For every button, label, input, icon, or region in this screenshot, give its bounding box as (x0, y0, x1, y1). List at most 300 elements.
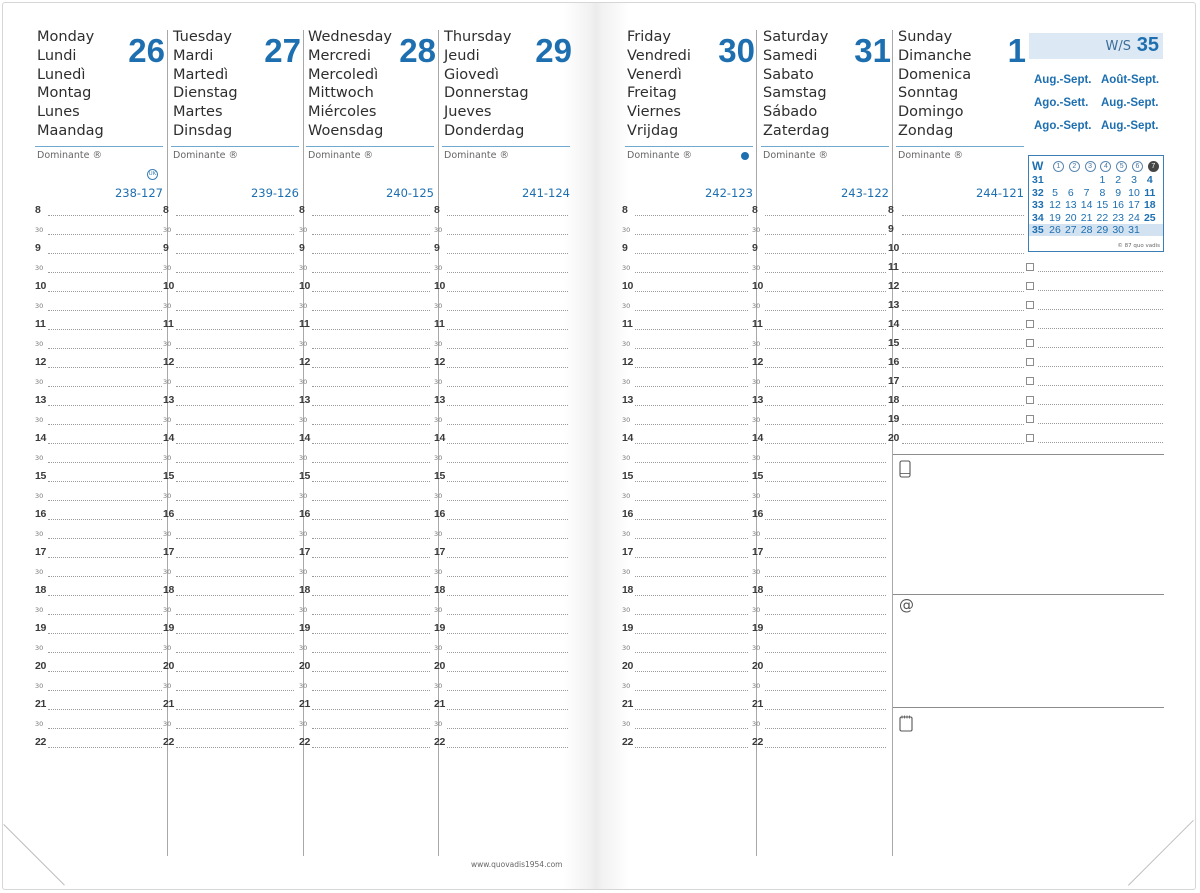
hour-slot[interactable] (752, 691, 886, 710)
hour-slot[interactable] (163, 691, 294, 710)
half-hour-slot[interactable] (35, 330, 162, 349)
half-hour-slot[interactable] (622, 444, 748, 463)
half-hour-slot[interactable] (299, 634, 430, 653)
task-line[interactable] (1038, 442, 1163, 443)
hour-slot[interactable] (163, 615, 294, 634)
half-hour-slot[interactable] (752, 330, 886, 349)
sunday-hour-slot[interactable] (888, 387, 1024, 406)
hour-slot[interactable] (299, 539, 430, 558)
hour-slot[interactable] (622, 615, 748, 634)
weekday-circle: 1 (1053, 161, 1064, 172)
half-hour-slot[interactable] (622, 710, 748, 729)
task-line[interactable] (1038, 290, 1163, 291)
hour-slot[interactable] (35, 577, 162, 596)
hour-slot[interactable] (35, 615, 162, 634)
half-hour-slot[interactable] (752, 558, 886, 577)
hour-slot[interactable] (35, 463, 162, 482)
mini-day[interactable]: 21 (1080, 211, 1093, 224)
day-number: 1 (1007, 32, 1026, 69)
mini-day[interactable]: 30 (1112, 224, 1125, 236)
hour-slot[interactable] (622, 653, 748, 672)
dominante-label: Dominante ® (444, 150, 509, 161)
task-line[interactable] (1038, 271, 1163, 272)
weekday-circle: 4 (1100, 161, 1111, 172)
mini-day[interactable]: 13 (1064, 199, 1077, 211)
mini-day[interactable]: 6 (1067, 186, 1074, 199)
hour-label: 17 (434, 546, 446, 558)
mini-day[interactable]: 27 (1064, 224, 1077, 236)
mini-day[interactable]: 24 (1128, 211, 1140, 224)
mini-day[interactable]: 2 (1115, 174, 1122, 186)
half-hour-slot[interactable] (622, 520, 748, 539)
mini-day[interactable]: 7 (1083, 186, 1090, 199)
half-hour-slot[interactable] (163, 596, 294, 615)
mini-week-number: 35 (1032, 224, 1044, 236)
half-hour-slot[interactable] (35, 596, 162, 615)
half-hour-slot[interactable] (622, 330, 748, 349)
half-hour-slot[interactable] (163, 482, 294, 501)
hour-slot[interactable] (622, 577, 748, 596)
half-hour-slot[interactable] (434, 368, 568, 387)
half-hour-slot[interactable] (299, 216, 430, 235)
hour-slot[interactable] (752, 349, 886, 368)
hour-label: 21 (163, 698, 175, 710)
hour-label: 12 (35, 356, 47, 368)
half-hour-slot[interactable] (299, 330, 430, 349)
task-checkbox[interactable] (1026, 282, 1034, 290)
hour-label: 12 (888, 280, 900, 292)
half-hour-slot[interactable] (622, 672, 748, 691)
hour-slot[interactable] (35, 425, 162, 444)
hour-label: 22 (752, 736, 764, 748)
half-hour-label: 30 (622, 226, 631, 234)
half-hour-slot[interactable] (163, 216, 294, 235)
half-hour-slot[interactable] (622, 216, 748, 235)
half-hour-slot[interactable] (163, 520, 294, 539)
half-hour-slot[interactable] (35, 482, 162, 501)
hour-slot[interactable] (163, 311, 294, 330)
hour-slot[interactable] (299, 691, 430, 710)
mini-day[interactable]: 28 (1080, 224, 1093, 236)
half-hour-slot[interactable] (35, 444, 162, 463)
half-hour-slot[interactable] (299, 558, 430, 577)
sunday-hour-slot[interactable] (888, 197, 1024, 216)
half-hour-label: 30 (35, 568, 44, 576)
hour-slot[interactable] (434, 349, 568, 368)
half-hour-slot[interactable] (299, 406, 430, 425)
mini-day[interactable]: 31 (1128, 224, 1140, 236)
hour-slot[interactable] (752, 197, 886, 216)
hour-slot[interactable] (434, 197, 568, 216)
hour-slot[interactable] (163, 273, 294, 292)
half-hour-slot[interactable] (434, 216, 568, 235)
hour-slot[interactable] (35, 197, 162, 216)
hour-slot[interactable] (752, 615, 886, 634)
half-hour-label: 30 (434, 416, 443, 424)
hour-slot[interactable] (163, 463, 294, 482)
half-hour-slot[interactable] (752, 710, 886, 729)
sunday-hour-slot[interactable] (888, 254, 1024, 273)
half-hour-slot[interactable] (35, 406, 162, 425)
hour-slot[interactable] (622, 235, 748, 254)
hour-slot[interactable] (163, 729, 294, 748)
task-line[interactable] (1038, 366, 1163, 367)
half-hour-slot[interactable] (752, 444, 886, 463)
hour-slot[interactable] (299, 615, 430, 634)
hour-slot[interactable] (434, 577, 568, 596)
hour-slot[interactable] (434, 463, 568, 482)
mini-day[interactable]: 16 (1112, 199, 1125, 211)
hour-slot[interactable] (434, 691, 568, 710)
half-hour-slot[interactable] (163, 406, 294, 425)
half-hour-slot[interactable] (622, 634, 748, 653)
half-hour-slot[interactable] (752, 482, 886, 501)
sunday-hour-slot[interactable] (888, 330, 1024, 349)
half-hour-slot[interactable] (35, 368, 162, 387)
hour-slot[interactable] (434, 539, 568, 558)
half-hour-slot[interactable] (434, 406, 568, 425)
hour-slot[interactable] (163, 387, 294, 406)
task-line[interactable] (1038, 385, 1163, 386)
half-hour-slot[interactable] (752, 672, 886, 691)
mini-day[interactable]: 8 (1099, 186, 1106, 199)
hour-slot[interactable] (752, 387, 886, 406)
hour-slot[interactable] (163, 501, 294, 520)
task-checkbox[interactable] (1026, 415, 1034, 423)
mini-day[interactable]: 29 (1096, 224, 1109, 236)
task-checkbox[interactable] (1026, 396, 1034, 404)
hour-slot[interactable] (35, 691, 162, 710)
sunday-hour-slot[interactable] (888, 349, 1024, 368)
hour-slot[interactable] (752, 501, 886, 520)
hour-slot[interactable] (299, 311, 430, 330)
half-hour-slot[interactable] (434, 254, 568, 273)
hour-slot[interactable] (434, 235, 568, 254)
hour-slot[interactable] (299, 729, 430, 748)
half-hour-slot[interactable] (299, 520, 430, 539)
half-hour-slot[interactable] (434, 444, 568, 463)
sunday-hour-slot[interactable] (888, 292, 1024, 311)
hour-slot[interactable] (299, 197, 430, 216)
half-hour-slot[interactable] (622, 368, 748, 387)
half-hour-slot[interactable] (163, 254, 294, 273)
mini-day[interactable]: 17 (1128, 199, 1140, 211)
hour-slot[interactable] (752, 653, 886, 672)
notepad-icon (899, 714, 913, 736)
half-hour-slot[interactable] (163, 444, 294, 463)
half-hour-slot[interactable] (752, 634, 886, 653)
day-names (308, 28, 392, 141)
hour-slot[interactable] (752, 463, 886, 482)
half-hour-slot[interactable] (752, 406, 886, 425)
sunday-hour-slot[interactable] (888, 216, 1024, 235)
half-hour-slot[interactable] (434, 330, 568, 349)
half-hour-slot[interactable] (35, 672, 162, 691)
mini-day[interactable]: 1 (1099, 174, 1106, 186)
dominante-rule (625, 146, 753, 147)
hour-slot[interactable] (35, 349, 162, 368)
hour-slot[interactable] (299, 387, 430, 406)
sunday-hour-slot[interactable] (888, 406, 1024, 425)
hour-slot[interactable] (299, 463, 430, 482)
half-hour-label: 30 (163, 416, 172, 424)
hour-slot[interactable] (622, 539, 748, 558)
hour-slot[interactable] (299, 349, 430, 368)
hour-slot[interactable] (434, 311, 568, 330)
hour-slot[interactable] (752, 425, 886, 444)
hour-slot[interactable] (163, 653, 294, 672)
mini-day[interactable]: 15 (1096, 199, 1109, 211)
dominante-rule (896, 146, 1024, 147)
task-checkbox[interactable] (1026, 358, 1034, 366)
half-hour-slot[interactable] (163, 368, 294, 387)
task-checkbox[interactable] (1026, 301, 1034, 309)
mini-day[interactable]: 23 (1112, 211, 1125, 224)
task-line[interactable] (1038, 404, 1163, 405)
mini-day[interactable]: 12 (1049, 199, 1061, 211)
half-hour-label: 30 (434, 720, 443, 728)
half-hour-slot[interactable] (35, 254, 162, 273)
half-hour-slot[interactable] (299, 254, 430, 273)
hour-label: 13 (888, 299, 900, 311)
half-hour-slot[interactable] (434, 596, 568, 615)
half-hour-label: 30 (622, 530, 631, 538)
half-hour-slot[interactable] (35, 292, 162, 311)
half-hour-slot[interactable] (434, 558, 568, 577)
mini-day[interactable]: 26 (1049, 224, 1061, 236)
hour-slot[interactable] (434, 653, 568, 672)
half-hour-slot[interactable] (434, 710, 568, 729)
task-checkbox[interactable] (1026, 434, 1034, 442)
half-hour-slot[interactable] (163, 558, 294, 577)
task-line[interactable] (1038, 309, 1163, 310)
hour-slot[interactable] (163, 425, 294, 444)
hour-slot[interactable] (299, 653, 430, 672)
hour-slot[interactable] (35, 539, 162, 558)
hour-slot[interactable] (163, 235, 294, 254)
day-name: Mercredi (308, 47, 371, 64)
notes-divider (893, 707, 1164, 708)
hour-slot[interactable] (299, 235, 430, 254)
half-hour-slot[interactable] (299, 672, 430, 691)
half-hour-label: 30 (299, 340, 308, 348)
half-hour-label: 30 (163, 302, 172, 310)
hour-slot[interactable] (163, 577, 294, 596)
day-names (444, 28, 529, 141)
hour-slot[interactable] (35, 311, 162, 330)
hour-slot[interactable] (434, 729, 568, 748)
hour-slot[interactable] (752, 235, 886, 254)
half-hour-slot[interactable] (35, 558, 162, 577)
half-hour-slot[interactable] (434, 292, 568, 311)
task-checkbox[interactable] (1026, 377, 1034, 385)
mini-day[interactable]: 10 (1128, 186, 1140, 199)
sunday-hour-slot[interactable] (888, 311, 1024, 330)
half-hour-label: 30 (752, 416, 761, 424)
half-hour-slot[interactable] (622, 558, 748, 577)
half-hour-label: 30 (163, 454, 172, 462)
mini-day[interactable]: 3 (1131, 174, 1137, 186)
half-hour-slot[interactable] (163, 634, 294, 653)
hour-label: 22 (622, 736, 634, 748)
month-range: Aug.-Sept. (1101, 120, 1159, 132)
half-hour-label: 30 (434, 492, 443, 500)
month-range: Aug.-Sept. (1034, 74, 1092, 86)
half-hour-label: 30 (434, 454, 443, 462)
mini-day[interactable]: 18 (1143, 199, 1156, 211)
hour-slot[interactable] (622, 501, 748, 520)
hour-slot[interactable] (299, 577, 430, 596)
half-hour-label: 30 (35, 378, 44, 386)
hour-slot[interactable] (35, 387, 162, 406)
half-hour-slot[interactable] (622, 406, 748, 425)
hour-slot[interactable] (752, 729, 886, 748)
hour-slot[interactable] (434, 425, 568, 444)
hour-slot[interactable] (35, 273, 162, 292)
half-hour-slot[interactable] (35, 216, 162, 235)
task-line[interactable] (1038, 328, 1163, 329)
mini-day[interactable]: 11 (1144, 186, 1156, 199)
hour-slot[interactable] (622, 349, 748, 368)
hour-slot[interactable] (299, 425, 430, 444)
half-hour-slot[interactable] (163, 710, 294, 729)
hour-slot[interactable] (752, 311, 886, 330)
hour-label: 15 (622, 470, 634, 482)
half-hour-slot[interactable] (622, 254, 748, 273)
half-hour-label: 30 (434, 264, 443, 272)
hour-label: 14 (35, 432, 47, 444)
hour-label: 19 (622, 622, 634, 634)
half-hour-slot[interactable] (163, 330, 294, 349)
day-name: Jueves (444, 104, 492, 121)
half-hour-slot[interactable] (434, 520, 568, 539)
hour-slot[interactable] (163, 349, 294, 368)
half-hour-slot[interactable] (434, 672, 568, 691)
sunday-hour-slot[interactable] (888, 425, 1024, 444)
half-hour-slot[interactable] (299, 292, 430, 311)
sunday-hour-slot[interactable] (888, 235, 1024, 254)
task-checkbox[interactable] (1026, 320, 1034, 328)
half-hour-label: 30 (35, 530, 44, 538)
hour-slot[interactable] (163, 197, 294, 216)
hour-slot[interactable] (35, 501, 162, 520)
sunday-hour-slot[interactable] (888, 273, 1024, 292)
day-name: Viernes (627, 104, 681, 121)
hour-slot[interactable] (622, 387, 748, 406)
mini-day[interactable]: 20 (1064, 211, 1077, 224)
half-hour-slot[interactable] (434, 634, 568, 653)
hour-slot[interactable] (622, 273, 748, 292)
hour-slot[interactable] (434, 501, 568, 520)
half-hour-slot[interactable] (752, 520, 886, 539)
mini-day[interactable]: 14 (1080, 199, 1093, 211)
day-number: 31 (854, 32, 891, 69)
half-hour-slot[interactable] (752, 292, 886, 311)
hour-label: 17 (35, 546, 47, 558)
hour-slot[interactable] (622, 425, 748, 444)
hour-slot[interactable] (622, 463, 748, 482)
half-hour-slot[interactable] (35, 520, 162, 539)
task-line[interactable] (1038, 347, 1163, 348)
hour-slot[interactable] (35, 729, 162, 748)
hour-slot[interactable] (434, 273, 568, 292)
hour-slot[interactable] (622, 691, 748, 710)
half-hour-slot[interactable] (752, 254, 886, 273)
hour-slot[interactable] (622, 729, 748, 748)
half-hour-slot[interactable] (434, 482, 568, 501)
hour-label: 21 (299, 698, 311, 710)
half-hour-slot[interactable] (752, 216, 886, 235)
hour-slot[interactable] (622, 197, 748, 216)
mini-day[interactable]: 25 (1143, 211, 1156, 224)
task-checkbox[interactable] (1026, 339, 1034, 347)
half-hour-label: 30 (752, 644, 761, 652)
day-name: Samedi (763, 47, 818, 64)
day-name: Vrijdag (627, 122, 679, 139)
mini-day[interactable]: 22 (1096, 211, 1109, 224)
hour-label: 8 (299, 204, 305, 216)
hour-slot[interactable] (299, 501, 430, 520)
hour-slot[interactable] (299, 273, 430, 292)
sunday-hour-slot[interactable] (888, 368, 1024, 387)
mini-day[interactable]: 9 (1115, 186, 1122, 199)
half-hour-label: 30 (752, 302, 761, 310)
half-hour-label: 30 (434, 568, 443, 576)
hour-slot[interactable] (434, 387, 568, 406)
day-name: Sonntag (898, 85, 959, 102)
half-hour-label: 30 (299, 264, 308, 272)
half-hour-slot[interactable] (35, 634, 162, 653)
hour-label: 9 (434, 242, 440, 254)
mini-day[interactable]: 5 (1052, 186, 1058, 199)
hour-slot[interactable] (35, 653, 162, 672)
half-hour-slot[interactable] (752, 368, 886, 387)
half-hour-slot[interactable] (622, 482, 748, 501)
half-hour-slot[interactable] (163, 672, 294, 691)
half-hour-label: 30 (299, 606, 308, 614)
hour-slot[interactable] (35, 235, 162, 254)
half-hour-slot[interactable] (752, 596, 886, 615)
copyright: © 87 quo vadis (1117, 243, 1160, 249)
hour-label: 20 (163, 660, 175, 672)
half-hour-slot[interactable] (622, 596, 748, 615)
hour-slot[interactable] (434, 615, 568, 634)
hour-slot[interactable] (752, 273, 886, 292)
footer-url[interactable]: www.quovadis1954.com (471, 860, 563, 869)
hour-label: 16 (434, 508, 446, 520)
hour-slot[interactable] (622, 311, 748, 330)
hour-slot[interactable] (163, 539, 294, 558)
day-count: 240-125 (385, 186, 434, 200)
hour-slot[interactable] (752, 539, 886, 558)
half-hour-slot[interactable] (299, 444, 430, 463)
hour-label: 13 (752, 394, 764, 406)
half-hour-slot[interactable] (299, 482, 430, 501)
hour-slot[interactable] (752, 577, 886, 596)
half-hour-slot[interactable] (299, 710, 430, 729)
half-hour-slot[interactable] (622, 292, 748, 311)
task-checkbox[interactable] (1026, 263, 1034, 271)
half-hour-slot[interactable] (299, 368, 430, 387)
mini-day[interactable]: 4 (1146, 174, 1153, 186)
task-line[interactable] (1038, 423, 1163, 424)
hour-label: 9 (622, 242, 628, 254)
half-hour-slot[interactable] (299, 596, 430, 615)
half-hour-slot[interactable] (163, 292, 294, 311)
day-name: Domenica (898, 66, 972, 83)
mini-day[interactable]: 19 (1049, 211, 1061, 224)
half-hour-slot[interactable] (35, 710, 162, 729)
